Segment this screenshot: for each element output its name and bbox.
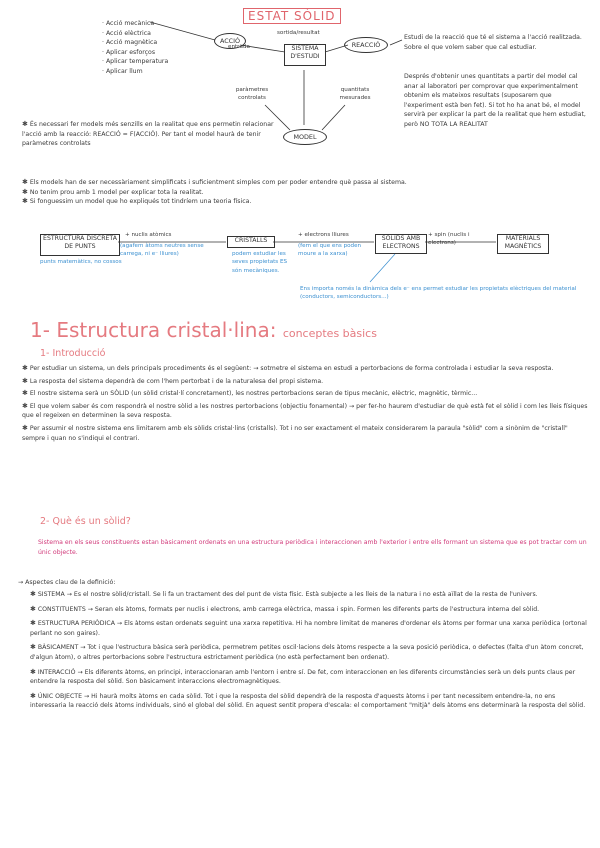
list-item: ✱ Els models han de ser necessàriament simplificats i suficientment simples com per poder entendre què passa al sistema. [22, 178, 407, 186]
list-item: ✱ CONSTITUENTS → Seran els àtoms, formats per nuclis i electrons, amb carrega elèctrica, massa i spin. Formen les diferents parts de l'estructura interna del sòlid. [30, 604, 540, 613]
list-item: ✱ ÚNIC OBJECTE → Hi haurà molts àtoms en cada sòlid. Tot i que la resposta del sòlid dependrà de la resposta d'aquests àtoms i per tant necessitem entendre-la, no ens interessaria la reacció dels àtoms individuals, sinó el global del sòlid. En aquest sentit propera d'escala: el comportament "mitjà" dels àtoms ens determinarà la resposta del sòlid. [30, 691, 586, 710]
star-icon: ✱ [30, 619, 36, 628]
subsection-intro: 1- Introducció [40, 348, 106, 359]
quantitats-label: quantitats mesurades [339, 87, 371, 102]
list-item: ✱ SISTEMA → Es el nostre sòlid/cristall. Se li fa un tractament des del punt de vista físic. Està subjecte a les lleis de la natura i no està aïllat de la resta de l'univers. [30, 590, 538, 598]
electrons-note: (fem el que ens poden moure a la xarxa) [298, 243, 362, 258]
list-item: ✱ No tenim prou amb 1 model per explicar tota la realitat. [22, 187, 204, 196]
list-item: · Aplicar llum [102, 67, 143, 75]
definition-intro: → Aspectes clau de la definició: [18, 579, 116, 586]
star-icon: ✱ [22, 120, 28, 128]
list-item: · Acció elèctrica [102, 29, 151, 37]
list-item: · Acció magnètica [102, 39, 158, 47]
solids-box: SÒLIDS AMB ELECTRONS [375, 234, 427, 254]
star-icon: ✱ [22, 197, 28, 206]
reaccio-node: REACCIÓ [344, 37, 388, 53]
paragraph: ✱ El que volem saber és com respondrà el nostre sòlid a les nostres pertorbacions (objectiu fonamental) → per fer-ho haurem d'estudiar de què està fet el sòlid i com les lleis físiques que el regeixen en determinen la seva resposta. [22, 401, 588, 420]
cristalls-box: CRISTALLS [227, 236, 275, 248]
subsection-solid: 2- Què és un sòlid? [40, 516, 131, 527]
star-icon: ✱ [30, 590, 36, 598]
electrons-label: + electrons lliures [298, 232, 349, 238]
star-icon: ✱ [30, 604, 36, 613]
nuclis-note: (agafem àtoms neutres sense carrega, ni e⁻ lliures) [120, 243, 204, 258]
bottom-note: Ens importa només la dinàmica dels e⁻ ens permet estudiar les propietats elèctriques del material (conductors, semiconductors...) [300, 286, 577, 301]
cristalls-note: podem estudiar les seves propietats ES són mecàniques. [232, 251, 288, 274]
sortida-label: sortida/resultat [277, 30, 320, 36]
star-icon: ✱ [22, 423, 28, 432]
key-aspects [30, 590, 592, 711]
star-icon: ✱ [22, 376, 28, 385]
sistema-box: SISTEMA D'ESTUDI [284, 44, 326, 66]
paragraph: ✱ Per estudiar un sistema, un dels principals procediments és el següent: → sotmetre el sistema en estudi a pertorbacions de forma controlada i estudiar la seva resposta. [22, 364, 554, 372]
right-note-2: Després d'obtenir unes quantitats a partir del model cal anar al laboratori per comprovar que experimentalment obtenim els mateixos resultats (suposarem que l'experiment està ben fet). Si tot ho ha anat bé, el model servirà per explicar la part de la realitat que hem estudiat, però NO TOTA LA REALITAT [404, 73, 586, 128]
list-item: · Aplicar temperatura [102, 58, 169, 66]
model-node: MODEL [283, 129, 327, 145]
section-title: 1- Estructura cristal·lina: conceptes bàsics [30, 318, 377, 342]
star-icon: ✱ [30, 691, 36, 700]
intro-paragraphs [22, 364, 592, 443]
paragraph: ✱ El nostre sistema serà un SÒLID (un sòlid cristal·lí concretament), les nostres pertorbacions seran de tipus mecànic, elèctric, magnètic, tèrmic... [22, 389, 478, 398]
punts-note: punts matemàtics, no cossos [40, 259, 122, 265]
nuclis-label: + nuclis atòmics [125, 232, 172, 238]
solid-definition: Sistema en els seus constituents estan bàsicament ordenats en una estructura periòdica i interaccionen amb l'exterior i entre ells formant un sistema que es pot tractar com un únic objecte. [38, 539, 587, 556]
accio-node: ACCIÓ [214, 33, 246, 49]
flow-arrows [0, 0, 600, 300]
list-item: · Aplicar esforços [102, 48, 156, 56]
right-note-1: Estudi de la reacció que té el sistema a l'acció realitzada. Sobre el que volem saber que cal estudiar. [404, 34, 582, 51]
paragraph: ✱ La resposta del sistema dependrà de com l'hem pertorbat i de la naturalesa del propi sistema. [22, 376, 324, 385]
star-icon: ✱ [22, 389, 28, 398]
left-note: ✱ És necessari fer models més senzills en la realitat que ens permetin relacionar l'acció amb la reacció: REACCIÓ = F(ACCIÓ). Per tant el model haurà de tenir paràmetres controlats [22, 120, 274, 148]
list-item: ✱ BÀSICAMENT → Tot i que l'estructura bàsica serà periòdica, permetrem petites oscil·lacions dels àtoms respecte a la seva posició periòdica, o defectes (falta d'un àtom concret, d'algun àtom), o altres pertorbacions sobre l'estructura estrictament periòdica (no està perfectament ben ordenat). [30, 643, 584, 661]
estructura-box: ESTRUCTURA DISCRETA DE PUNTS [40, 234, 120, 256]
star-icon: ✱ [22, 401, 28, 410]
parametres-label: paràmetres controlats [235, 87, 269, 102]
star-icon: ✱ [22, 178, 28, 186]
list-item: ✱ Si fonguessim un model que ho expliqués tot tindríem una teoria física. [22, 197, 252, 206]
spin-label: + spin (nuclis i electrons) [428, 232, 470, 247]
list-item: ✱ INTERACCIÓ → Els diferents àtoms, en principi, interaccionaran amb l'entorn i entre sí. De fet, com interaccionen en les diferents circumstàncies serà un dels punts claus per entendre la resposta del sòlid. Son bàsicament interaccions electromagnètiques. [30, 667, 576, 686]
star-icon: ✱ [22, 364, 28, 372]
materials-box: MATERIALS MAGNÈTICS [497, 234, 549, 254]
star-icon: ✱ [22, 187, 28, 196]
star-icon: ✱ [30, 643, 36, 652]
entrada-label: entrada [228, 44, 250, 50]
star-icon: ✱ [30, 667, 36, 676]
list-item: · Acció mecànica [102, 20, 155, 27]
paragraph: ✱ Per assumir el nostre sistema ens limitarem amb els sòlids cristal·lins (cristalls). Tot i no ser exactament el mateix considerarem la paraula "sòlid" com a sinònim de "cristall" sempre i quan no s'indiqui el contrari. [22, 423, 568, 442]
list-item: ✱ ESTRUCTURA PERIÒDICA → Els àtoms estan ordenats seguint una xarxa repetitiva. Hi ha nombre limitat de maneres d'ordenar els àtoms per formar una xarxa periòdica (ortonal perlant no son gaires). [30, 619, 587, 637]
title-text: ESTAT SÒLID [243, 8, 341, 24]
